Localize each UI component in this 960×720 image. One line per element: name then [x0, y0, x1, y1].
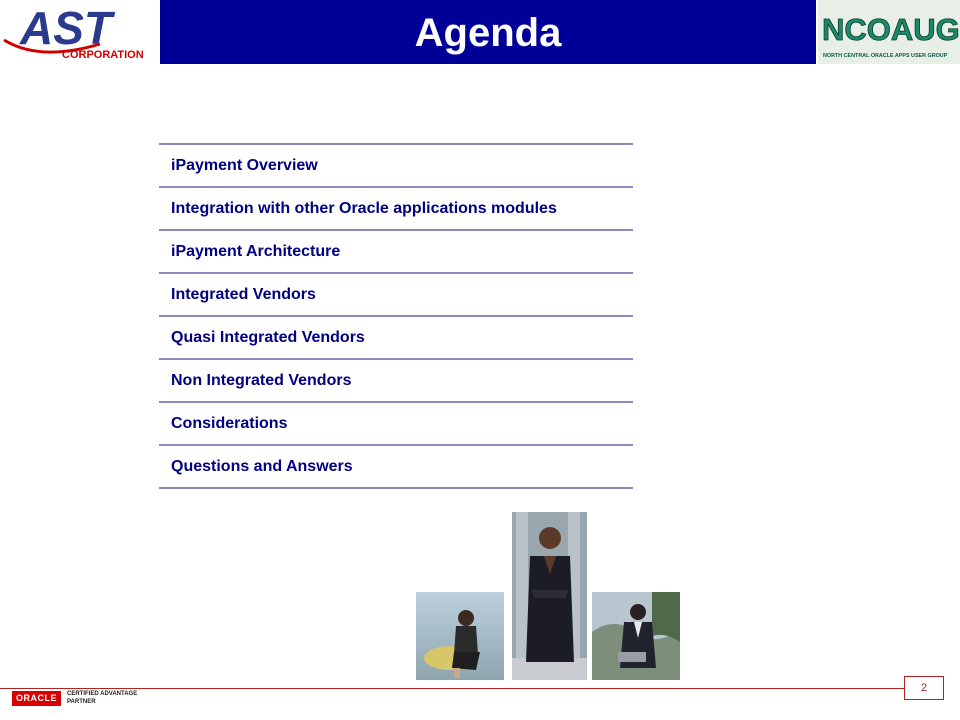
oracle-partner-badge: [12, 690, 137, 706]
photo-standing-woman: [512, 512, 587, 680]
slide-title: Agenda: [414, 11, 562, 55]
photo-man-with-laptop: [592, 592, 680, 680]
agenda-item: Considerations: [159, 403, 633, 446]
agenda-item: Questions and Answers: [159, 446, 633, 489]
oracle-partner-line1: CERTIFIED ADVANTAGE: [67, 691, 138, 697]
oracle-partner-text: [67, 690, 137, 706]
agenda-list: [159, 143, 633, 489]
photo-seated-woman: [416, 592, 504, 680]
oracle-partner-line2: PARTNER: [67, 699, 96, 705]
page-number: 2: [904, 676, 944, 700]
agenda-item: Non Integrated Vendors: [159, 360, 633, 403]
ncoaug-logo-subtext: NORTH CENTRAL ORACLE APPS USER GROUP: [823, 53, 948, 59]
ncoaug-logo: [818, 0, 960, 64]
agenda-item: iPayment Overview: [159, 145, 633, 188]
ncoaug-logo-text: NCOAUG: [822, 12, 960, 47]
oracle-logo: ORACLE: [12, 691, 61, 706]
agenda-item: Quasi Integrated Vendors: [159, 317, 633, 360]
ast-logo-subtext: CORPORATION: [62, 49, 144, 61]
ast-logo-text: AST: [20, 2, 112, 54]
agenda-item: Integration with other Oracle applications modules: [159, 188, 633, 231]
agenda-item: iPayment Architecture: [159, 231, 633, 274]
agenda-item: Integrated Vendors: [159, 274, 633, 317]
ast-corporation-logo: [0, 0, 160, 64]
footer-divider: [0, 688, 904, 689]
